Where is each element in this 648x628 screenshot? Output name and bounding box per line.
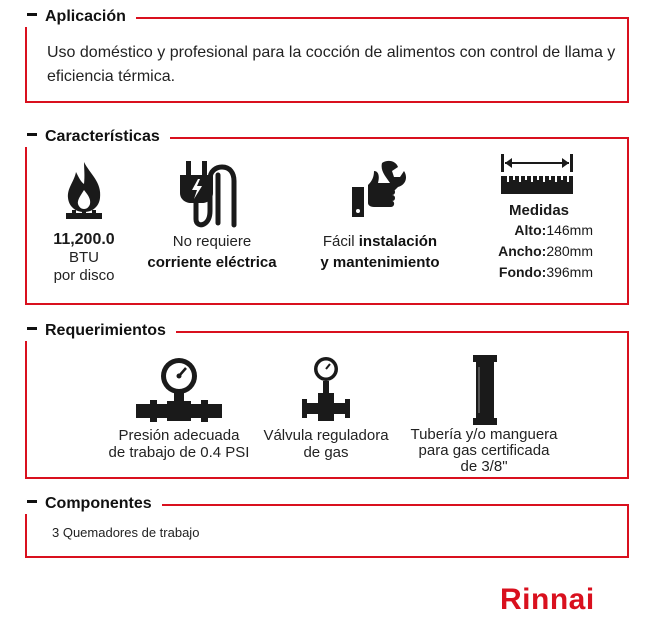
ruler-icon bbox=[499, 152, 575, 198]
corriente-line1: No requiere bbox=[172, 233, 252, 250]
btu-block bbox=[30, 231, 138, 285]
pressure-gauge-icon bbox=[136, 355, 222, 425]
rinnai-logo: Rinnai bbox=[500, 583, 595, 616]
componentes-text: 3 Quemadores de trabajo bbox=[52, 525, 200, 540]
instalacion-line2: y mantenimiento bbox=[320, 254, 440, 271]
tuberia-line3: de 3/8" bbox=[460, 458, 508, 475]
thumbs-up-wrench-icon bbox=[348, 157, 408, 229]
caracteristicas-title: Características bbox=[19, 127, 170, 147]
corriente-line2: corriente eléctrica bbox=[147, 254, 277, 271]
medidas-ancho: Ancho:280mm bbox=[498, 243, 593, 259]
valve-regulator-icon bbox=[300, 355, 352, 425]
tuberia-line1: Tubería y/o manguera bbox=[410, 426, 558, 443]
aplicacion-text: Uso doméstico y profesional para la cocción de alimentos con control de llama y eficiencia térmica. bbox=[47, 44, 616, 85]
tuberia-block bbox=[400, 427, 568, 475]
valvula-line1: Válvula reguladora bbox=[263, 427, 389, 444]
valvula-block bbox=[256, 427, 396, 461]
presion-line1: Presión adecuada bbox=[118, 427, 240, 444]
plug-icon bbox=[178, 157, 244, 229]
requerimientos-title: Requerimientos bbox=[19, 321, 176, 341]
btu-note: por disco bbox=[53, 267, 115, 284]
presion-block bbox=[96, 427, 262, 461]
tuberia-line2: para gas certificada bbox=[418, 442, 550, 459]
pipe-tube-icon bbox=[471, 353, 499, 427]
medidas-alto: Alto:146mm bbox=[514, 222, 593, 238]
btu-unit: BTU bbox=[69, 249, 99, 266]
componentes-title: Componentes bbox=[19, 494, 162, 514]
gas-flame-icon bbox=[60, 160, 108, 222]
instalacion-plain: Fácil bbox=[322, 233, 359, 250]
aplicacion-title: Aplicación bbox=[19, 7, 136, 27]
instalacion-bold: instalación bbox=[358, 233, 438, 250]
medidas-title: Medidas bbox=[508, 202, 569, 219]
valvula-line2: de gas bbox=[303, 444, 349, 461]
presion-line2: de trabajo de 0.4 PSI bbox=[108, 444, 250, 461]
btu-value: 11,200.0 bbox=[53, 231, 115, 248]
medidas-block bbox=[460, 201, 610, 283]
medidas-fondo: Fondo:396mm bbox=[498, 264, 593, 280]
corriente-block bbox=[132, 232, 292, 275]
instalacion-block bbox=[300, 232, 460, 275]
